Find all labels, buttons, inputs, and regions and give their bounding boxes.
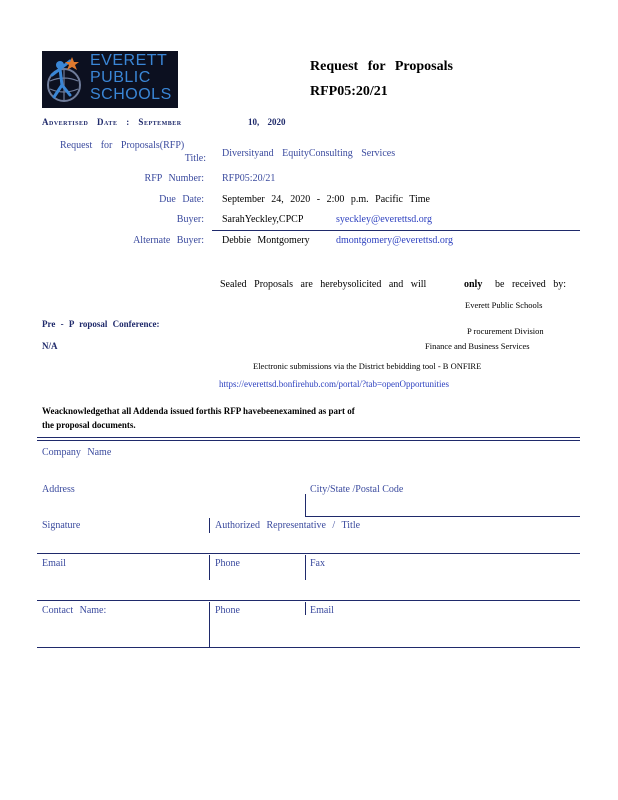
- contact-phone-label: Phone: [215, 605, 240, 616]
- globe-figure-icon: [42, 51, 90, 108]
- contact-name-label: Contact Name:: [42, 605, 107, 616]
- rfp-number-label: RFP Number:: [144, 173, 204, 184]
- received-by-text: be received by:: [495, 279, 567, 290]
- logo-line-3: SCHOOLS: [90, 86, 172, 103]
- city-state-postal-label: City/State /Postal Code: [310, 484, 404, 495]
- address-label: Address: [42, 484, 75, 495]
- electronic-submissions-text: Electronic submissions via the District bebidding tool - B ONFIRE: [253, 361, 482, 371]
- rfp-label: Request for Proposals(RFP): [60, 140, 185, 151]
- advertised-label: Advertised Date : September: [42, 117, 182, 127]
- signature-label: Signature: [42, 520, 81, 531]
- phone-fax-divider: [305, 555, 306, 580]
- email-phone-divider: [209, 555, 210, 580]
- buyer-label: Buyer:: [176, 214, 204, 225]
- signature-row-rule: [37, 553, 580, 554]
- due-date-value: September 24, 2020 - 2:00 p.m. Pacific Time: [222, 194, 430, 205]
- logo-line-2: PUBLIC: [90, 69, 151, 86]
- title-value: Diversityand EquityConsulting Services: [222, 148, 396, 159]
- logo-text: [90, 52, 172, 103]
- logo-line-1: EVERETT: [90, 52, 168, 69]
- address-city-divider: [305, 494, 306, 516]
- contact-row-rule: [37, 647, 580, 648]
- rfp-number-value: RFP05:20/21: [222, 173, 276, 184]
- finance-business-services: Finance and Business Services: [425, 341, 530, 351]
- contact-email-label: Email: [310, 605, 334, 616]
- acknowledge-line-2: the proposal documents.: [42, 420, 136, 430]
- signature-divider: [209, 518, 210, 533]
- title-label: Title:: [184, 153, 206, 164]
- acknowledge-line-1: Weacknowledgethat all Addenda issued forthis RFP havebeenexamined as part of: [42, 406, 355, 416]
- fax-label: Fax: [310, 558, 325, 569]
- alternate-buyer-name: Debbie Montgomery: [222, 235, 310, 246]
- bonfire-portal-link[interactable]: https://everettsd.bonfirehub.com/portal/?tab=openOpportunities: [219, 379, 450, 389]
- double-rule-top: [37, 437, 580, 438]
- contact-email-divider: [305, 602, 306, 615]
- company-name-label: Company Name: [42, 447, 112, 458]
- only-text: only: [464, 279, 483, 290]
- email-row-rule: [37, 600, 580, 601]
- pre-proposal-value: N/A: [42, 341, 58, 351]
- double-rule-bottom: [37, 440, 580, 441]
- phone-label: Phone: [215, 558, 240, 569]
- due-date-label: Due Date:: [159, 194, 204, 205]
- advertised-date: 10, 2020: [248, 117, 286, 127]
- everett-public-schools: Everett Public Schools: [465, 300, 543, 310]
- alternate-buyer-label: Alternate Buyer:: [133, 235, 204, 246]
- pre-proposal-label: Pre - P roposal Conference:: [42, 319, 160, 329]
- city-row-rule: [305, 516, 580, 517]
- buyer-email-link[interactable]: syeckley@everettsd.org: [336, 214, 432, 225]
- alternate-buyer-email-link[interactable]: dmontgomery@everettsd.org: [336, 235, 454, 246]
- rfp-number-title: RFP05:20/21: [310, 84, 388, 99]
- sealed-proposals-text: Sealed Proposals are herebysolicited and will: [220, 279, 427, 290]
- everett-schools-logo: [42, 51, 178, 108]
- buyer-name: SarahYeckley,CPCP: [222, 214, 304, 225]
- procurement-division: P rocurement Division: [467, 326, 544, 336]
- contact-phone-divider: [209, 602, 210, 647]
- authorized-representative-label: Authorized Representative / Title: [215, 520, 361, 531]
- page-title: Request for Proposals: [310, 59, 453, 74]
- buyer-divider: [212, 230, 580, 231]
- email-label: Email: [42, 558, 66, 569]
